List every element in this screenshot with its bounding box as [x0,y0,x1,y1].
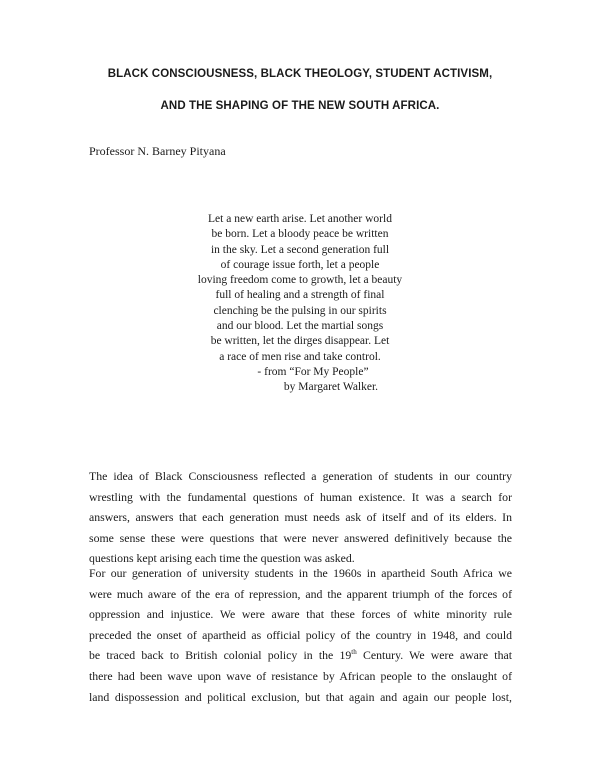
text-segment: be traced back to British colonial policy in the 19 [89,648,352,663]
paragraph-line: wrestling with the fundamental questions of human existence. It was a search for [89,489,512,504]
paragraph-line: land dispossession and political exclusion, but that again and again our people lost, [89,689,512,704]
poem-attribution-source: - from “For My People” [257,365,369,378]
epigraph-poem [150,212,450,396]
paragraph-line: were much aware of the era of repression, and the apparent triumph of the forces of [89,586,512,601]
paragraph-line: there had been wave upon wave of resistance by African people to the onslaught of [89,668,512,683]
author-name: Professor N. Barney Pityana [89,144,226,158]
poem-line: a race of men rise and take control. [219,350,381,363]
paragraph-line: The idea of Black Consciousness reflected a generation of students in our country [89,469,512,483]
paragraph-line: oppression and injustice. We were aware that these forces of white minority rule [89,607,512,622]
document-title-line-2: AND THE SHAPING OF THE NEW SOUTH AFRICA. [160,100,440,112]
paragraph-line: some sense these were questions that were never answered definitively because the [89,530,512,545]
poem-attribution-author: by Margaret Walker. [283,381,379,394]
paragraph-line: answers, answers that each generation must needs ask of itself and of its elders. In [89,510,512,525]
poem-line: of courage issue forth, let a people [220,258,380,271]
body-paragraph-1 [89,466,512,569]
paragraph-line: questions kept arising each time the question was asked. [89,551,355,566]
document-title-line-1: BLACK CONSCIOUSNESS, BLACK THEOLOGY, STUDENT ACTIVISM, [107,68,493,80]
poem-line: and our blood. Let the martial songs [216,320,384,333]
poem-line: be born. Let a bloody peace be written [211,228,389,241]
poem-line: loving freedom come to growth, let a beauty [197,274,403,287]
paragraph-line: preceded the onset of apartheid as official policy of the country in 1948, and could [89,627,512,642]
superscript: th [351,648,357,657]
paragraph-line [89,645,512,666]
poem-line: clenching be the pulsing in our spirits [213,304,387,317]
poem-line: be written, let the dirges disappear. Let [210,335,390,348]
poem-line: Let a new earth arise. Let another world [208,213,392,225]
poem-line: full of healing and a strength of final [215,289,385,302]
body-paragraph-2 [89,563,512,707]
text-segment: Century. We were aware that [356,648,512,663]
poem-line: in the sky. Let a second generation full [210,243,390,256]
paragraph-line: For our generation of university students in the 1960s in apartheid South Africa we [89,566,512,580]
